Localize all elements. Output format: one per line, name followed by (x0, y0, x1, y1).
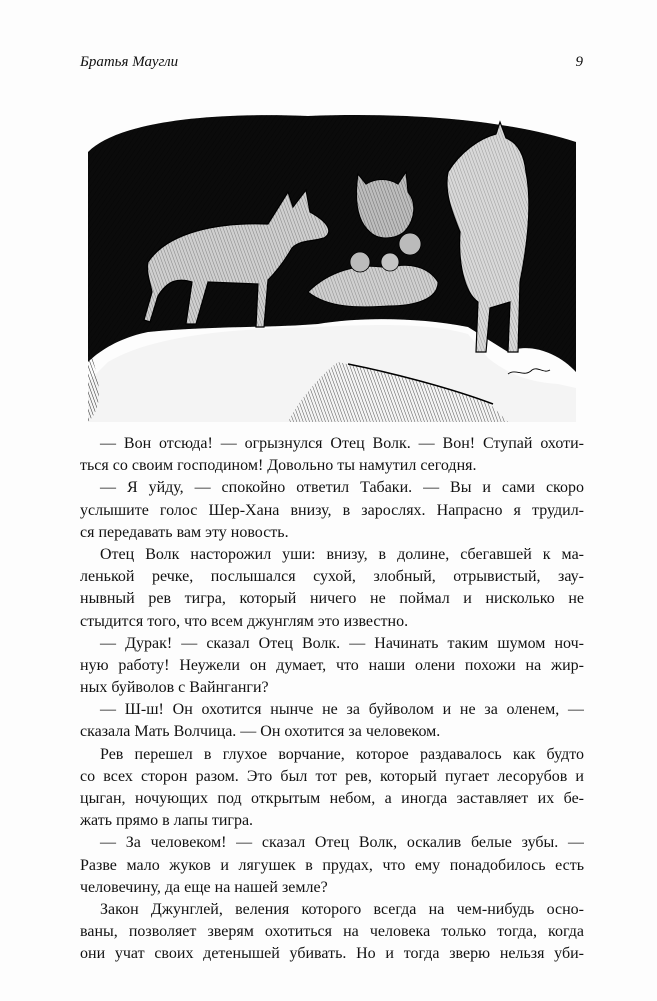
text-line: сказала Мать Волчица. — Он охотится за человеком. (80, 723, 441, 741)
text-line: — Я уйду, — спокойно ответил Табаки. — Вы и сами скоро (100, 479, 584, 497)
text-line: ваны, позволяет зверям охотиться на человека только тогда, когда (80, 923, 584, 941)
text-line: Рев перешел в глухое ворчание, которое раздавалось как будто (100, 745, 584, 763)
text-line: — За человеком! — сказал Отец Волк, оскалив белые зубы. — (100, 834, 584, 852)
text-line: они учат своих детенышей убивать. Но и тогда зверю нельзя уби- (80, 945, 584, 963)
text-line: со всех сторон разом. Это был тот рев, который пугает лесорубов и (80, 767, 584, 785)
text-line: стыдится того, что всем джунглям это известно. (80, 612, 409, 630)
body-text (80, 433, 584, 966)
text-line: услышите голос Шер-Хана внизу, в зарослях. Напрасно я трудил- (80, 501, 584, 519)
text-line: — Дурак! — сказал Отец Волк. — Начинать таким шумом ноч- (100, 634, 584, 652)
text-line: Разве мало жуков и лягушек в прудах, что ему понадобилось есть (80, 856, 584, 874)
text-line: ных буйволов с Вайнганги? (80, 679, 269, 697)
text-line: Отец Волк насторожил уши: внизу, в долине, сбегавшей к ма- (100, 545, 584, 563)
text-line: человечину, да еще на нашей земле? (80, 878, 328, 896)
text-line: ную работу! Неужели он думает, что наши олени похожи на жир- (80, 656, 584, 674)
text-line: ся передавать вам эту новость. (80, 523, 289, 541)
text-line: ленькой речке, послышался сухой, злобный, отрывистый, зау- (80, 568, 584, 586)
text-line: цыган, ночующих под открытым небом, а иногда заставляет их бе- (80, 790, 584, 807)
text-line: нывный рев тигра, который ничего не поймал и нисколько не (80, 590, 584, 608)
text-line: — Вон отсюда! — огрызнулся Отец Волк. — Вон! Ступай охоти- (100, 435, 584, 452)
running-title: Братья Маугли (80, 54, 179, 70)
text-line: жать прямо в лапы тигра. (80, 812, 254, 830)
text-line: — Ш-ш! Он охотится нынче не за буйволом и не за оленем, — (100, 701, 584, 719)
page-number: 9 (575, 54, 583, 70)
text-line: ться со своим господином! Довольно ты намутил сегодня. (80, 457, 477, 475)
wolves-illustration (88, 112, 576, 422)
text-line: Закон Джунглей, веления которого всегда на чем-нибудь осно- (100, 900, 584, 918)
